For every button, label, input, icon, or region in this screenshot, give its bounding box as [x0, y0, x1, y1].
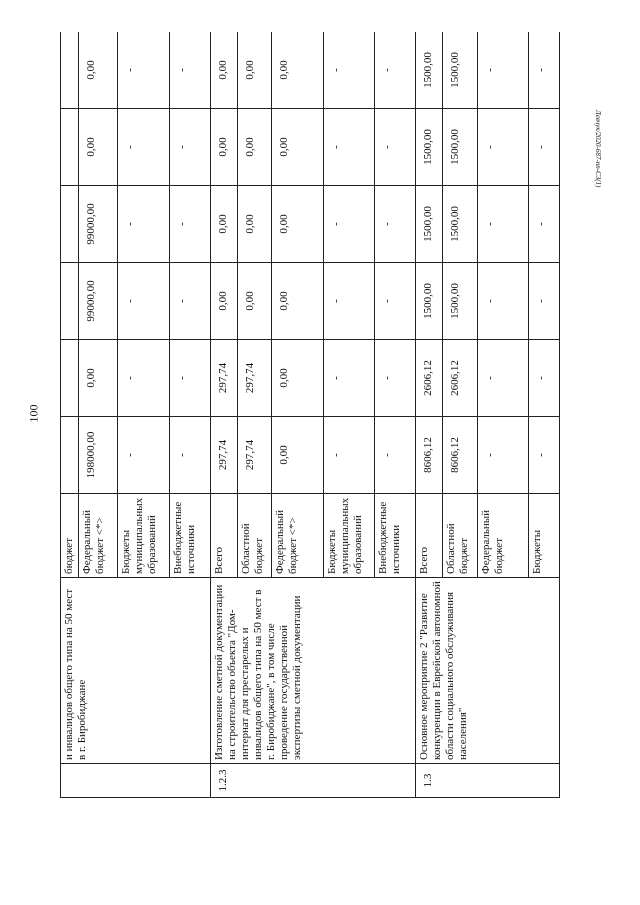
amount-cell: 297,74	[210, 417, 237, 494]
amount-cell: 0,00	[79, 109, 118, 186]
amount-cell: -	[477, 263, 528, 340]
amount-cell: 0,00	[210, 109, 237, 186]
amount-cell: -	[529, 32, 560, 109]
amount-cell: 1500,00	[416, 32, 443, 109]
amount-cell: -	[529, 109, 560, 186]
amount-cell: 0,00	[272, 186, 323, 263]
amount-cell: -	[169, 263, 210, 340]
amount-cell: -	[118, 109, 169, 186]
amount-cell: 8606,12	[416, 417, 443, 494]
amount-cell: -	[169, 32, 210, 109]
amount-cell: 2606,12	[442, 340, 477, 417]
amount-cell	[61, 109, 79, 186]
amount-cell: 1500,00	[416, 263, 443, 340]
amount-cell: 198000,00	[79, 417, 118, 494]
funding-source: бюджет	[61, 494, 79, 578]
amount-cell: -	[529, 186, 560, 263]
amount-cell	[61, 32, 79, 109]
table-viewport	[60, 32, 560, 798]
amount-cell: 1500,00	[416, 109, 443, 186]
funding-source: Областной бюджет	[237, 494, 272, 578]
amount-cell: -	[169, 417, 210, 494]
amount-cell: -	[323, 417, 374, 494]
amount-cell: 0,00	[237, 263, 272, 340]
amount-cell: -	[375, 109, 416, 186]
amount-cell: 8606,12	[442, 417, 477, 494]
activity-name: Изготовление сметной документации на строительство объекта "Дом-интернат для престарелых и инвалидов общего типа на 50 мест в г. Биробиджане", в том числе проведение государственной экспертизы сметной документации	[210, 578, 415, 764]
page-number: 100	[26, 404, 41, 423]
amount-cell: 0,00	[237, 186, 272, 263]
amount-cell: 1500,00	[442, 186, 477, 263]
amount-cell: -	[118, 263, 169, 340]
activity-name: и инвалидов общего типа на 50 мест в г. Биробиджане	[61, 578, 211, 764]
funding-source: Внебюджетные источники	[375, 494, 416, 578]
table-row	[210, 32, 237, 798]
amount-cell: 297,74	[237, 417, 272, 494]
amount-cell: -	[118, 340, 169, 417]
amount-cell: -	[375, 32, 416, 109]
amount-cell: -	[375, 417, 416, 494]
row-index	[61, 764, 211, 798]
amount-cell: -	[169, 340, 210, 417]
amount-cell: -	[169, 186, 210, 263]
budget-table	[60, 32, 560, 798]
funding-source: Всего	[416, 494, 443, 578]
row-index: 1.2.3	[210, 764, 415, 798]
amount-cell: -	[323, 340, 374, 417]
funding-source: Федеральный бюджет <*>	[272, 494, 323, 578]
amount-cell: -	[529, 263, 560, 340]
amount-cell: 0,00	[237, 109, 272, 186]
funding-source: Бюджеты муниципальных образований	[323, 494, 374, 578]
amount-cell: -	[477, 32, 528, 109]
amount-cell	[61, 186, 79, 263]
amount-cell: 0,00	[210, 263, 237, 340]
funding-source: Всего	[210, 494, 237, 578]
amount-cell: 1500,00	[442, 109, 477, 186]
amount-cell: -	[477, 417, 528, 494]
amount-cell: 0,00	[272, 32, 323, 109]
amount-cell: -	[375, 340, 416, 417]
amount-cell	[61, 340, 79, 417]
funding-source: Бюджеты муниципальных образований	[118, 494, 169, 578]
amount-cell: 0,00	[272, 340, 323, 417]
amount-cell: -	[323, 109, 374, 186]
amount-cell: 297,74	[210, 340, 237, 417]
funding-source: Внебюджетные источники	[169, 494, 210, 578]
amount-cell: -	[118, 417, 169, 494]
amount-cell: 1500,00	[442, 263, 477, 340]
amount-cell: 0,00	[272, 263, 323, 340]
amount-cell: 2606,12	[416, 340, 443, 417]
amount-cell: -	[169, 109, 210, 186]
amount-cell: 0,00	[79, 340, 118, 417]
amount-cell: -	[477, 186, 528, 263]
funding-source: Областной бюджет	[442, 494, 477, 578]
amount-cell: 0,00	[79, 32, 118, 109]
amount-cell: -	[118, 186, 169, 263]
table-body	[61, 32, 560, 798]
amount-cell: -	[323, 263, 374, 340]
funding-source: Федеральный бюджет <*>	[79, 494, 118, 578]
funding-source: Федеральный бюджет	[477, 494, 528, 578]
rotated-table-container	[60, 32, 560, 798]
amount-cell: -	[118, 32, 169, 109]
amount-cell: 0,00	[210, 32, 237, 109]
amount-cell: 297,74	[237, 340, 272, 417]
amount-cell	[61, 417, 79, 494]
amount-cell: -	[529, 417, 560, 494]
amount-cell: -	[375, 186, 416, 263]
amount-cell: -	[477, 340, 528, 417]
amount-cell: 0,00	[210, 186, 237, 263]
amount-cell: -	[477, 109, 528, 186]
activity-name: Основное мероприятие 2 "Развитие конкуренции в Еврейской автономной области социального обслуживания населения"	[416, 578, 560, 764]
amount-cell: 0,00	[237, 32, 272, 109]
amount-cell: 99000,00	[79, 263, 118, 340]
amount-cell: 0,00	[272, 417, 323, 494]
amount-cell: 0,00	[272, 109, 323, 186]
amount-cell: -	[375, 263, 416, 340]
amount-cell: 1500,00	[442, 32, 477, 109]
amount-cell	[61, 263, 79, 340]
amount-cell: -	[323, 32, 374, 109]
funding-source: Бюджеты	[529, 494, 560, 578]
amount-cell: -	[323, 186, 374, 263]
table-row	[61, 32, 79, 798]
amount-cell: 1500,00	[416, 186, 443, 263]
amount-cell: 99000,00	[79, 186, 118, 263]
amount-cell: -	[529, 340, 560, 417]
row-index: 1.3	[416, 764, 560, 798]
table-row	[416, 32, 443, 798]
